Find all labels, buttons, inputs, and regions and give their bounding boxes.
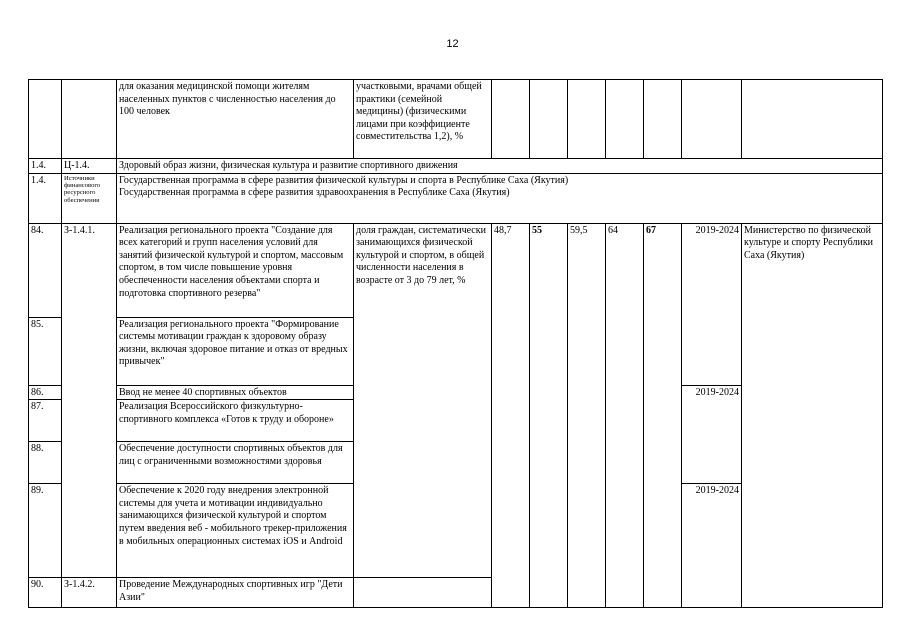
- cell-measure: Реализация регионального проекта "Формирование системы мотивации граждан к здоровому образу жизни, включая здоровое питание и отказ от вредных привычек": [117, 317, 354, 385]
- cell-measure: Проведение Международных спортивных игр "Дети Азии": [117, 578, 354, 608]
- program-item: Государственная программа в сфере развития здравоохранения в Республике Саха (Якутия): [119, 187, 510, 199]
- cell-num: 87.: [29, 400, 62, 442]
- cell-code: Ц-1.4.: [62, 159, 117, 174]
- cell-measure: Реализация регионального проекта "Создание для всех категорий и групп населения условий для занятий физической культурой и спортом, массовым спортом, в том числе повышение уровня обеспеченности населения объектами спорта и подготовка спортивного резерва": [117, 223, 354, 317]
- cell-indicator: [354, 578, 492, 608]
- cell-period: 2019-2024: [682, 223, 742, 385]
- cell-num: 1.4.: [29, 173, 62, 223]
- cell-indicator: доля граждан, систематически занимающихся физической культурой и спортом, в общей численности населения в возрасте от 3 до 79 лет, %: [354, 223, 492, 578]
- cell-measure: Реализация Всероссийского физкультурно-спортивного комплекса «Готов к труду и обороне»: [117, 400, 354, 442]
- cell-num: [29, 80, 62, 159]
- table-row: [29, 173, 883, 223]
- cell-num: 90.: [29, 578, 62, 608]
- table-row: [29, 223, 883, 317]
- section-title: Здоровый образ жизни, физическая культура и развитие спортивного движения: [117, 159, 883, 174]
- cell-measure: Ввод не менее 40 спортивных объектов: [117, 385, 354, 400]
- cell-value: 67: [644, 223, 682, 608]
- cell-period: 2019-2024: [682, 484, 742, 608]
- cell-responsible: Министерство по физической культуре и спорту Республики Саха (Якутия): [742, 223, 883, 608]
- cell-code: З-1.4.1.: [62, 223, 117, 578]
- program-list: [117, 173, 883, 223]
- cell-measure: для оказания медицинской помощи жителям населенных пунктов с численностью населения до 100 человек: [117, 80, 354, 159]
- cell-value: 55: [530, 223, 568, 608]
- table-row: [29, 80, 883, 159]
- cell-period: 2019-2024: [682, 385, 742, 484]
- page-number: 12: [446, 38, 459, 50]
- table-row: [29, 159, 883, 174]
- cell-value: 64: [606, 223, 644, 608]
- cell-value: 59,5: [568, 223, 606, 608]
- cell-num: 85.: [29, 317, 62, 385]
- cell-measure: Обеспечение к 2020 году внедрения электронной системы для учета и мотивации индивидуально занимающихся физической культурой и спортом путем введения веб - мобильного трекер-приложения в мобильных операционных системах iOS и Android: [117, 484, 354, 578]
- program-item: Государственная программа в сфере развития физической культуры и спорта в Республике Саха (Якутия): [119, 174, 569, 186]
- cell-num: 89.: [29, 484, 62, 578]
- cell-num: 84.: [29, 223, 62, 317]
- program-table: [28, 79, 883, 608]
- cell-measure: Обеспечение доступности спортивных объектов для лиц с ограниченными возможностями здоровья: [117, 442, 354, 484]
- cell-code: [62, 80, 117, 159]
- cell-num: 86.: [29, 385, 62, 400]
- cell-num: 88.: [29, 442, 62, 484]
- cell-code: Источники финансового ресурсного обеспечения: [62, 173, 117, 223]
- cell-value: 48,7: [492, 223, 530, 608]
- cell-code: З-1.4.2.: [62, 578, 117, 608]
- cell-indicator: участковыми, врачами общей практики (семейной медицины) (физическими лицами при коэффициенте совместительства 1,2), %: [354, 80, 492, 159]
- cell-num: 1.4.: [29, 159, 62, 174]
